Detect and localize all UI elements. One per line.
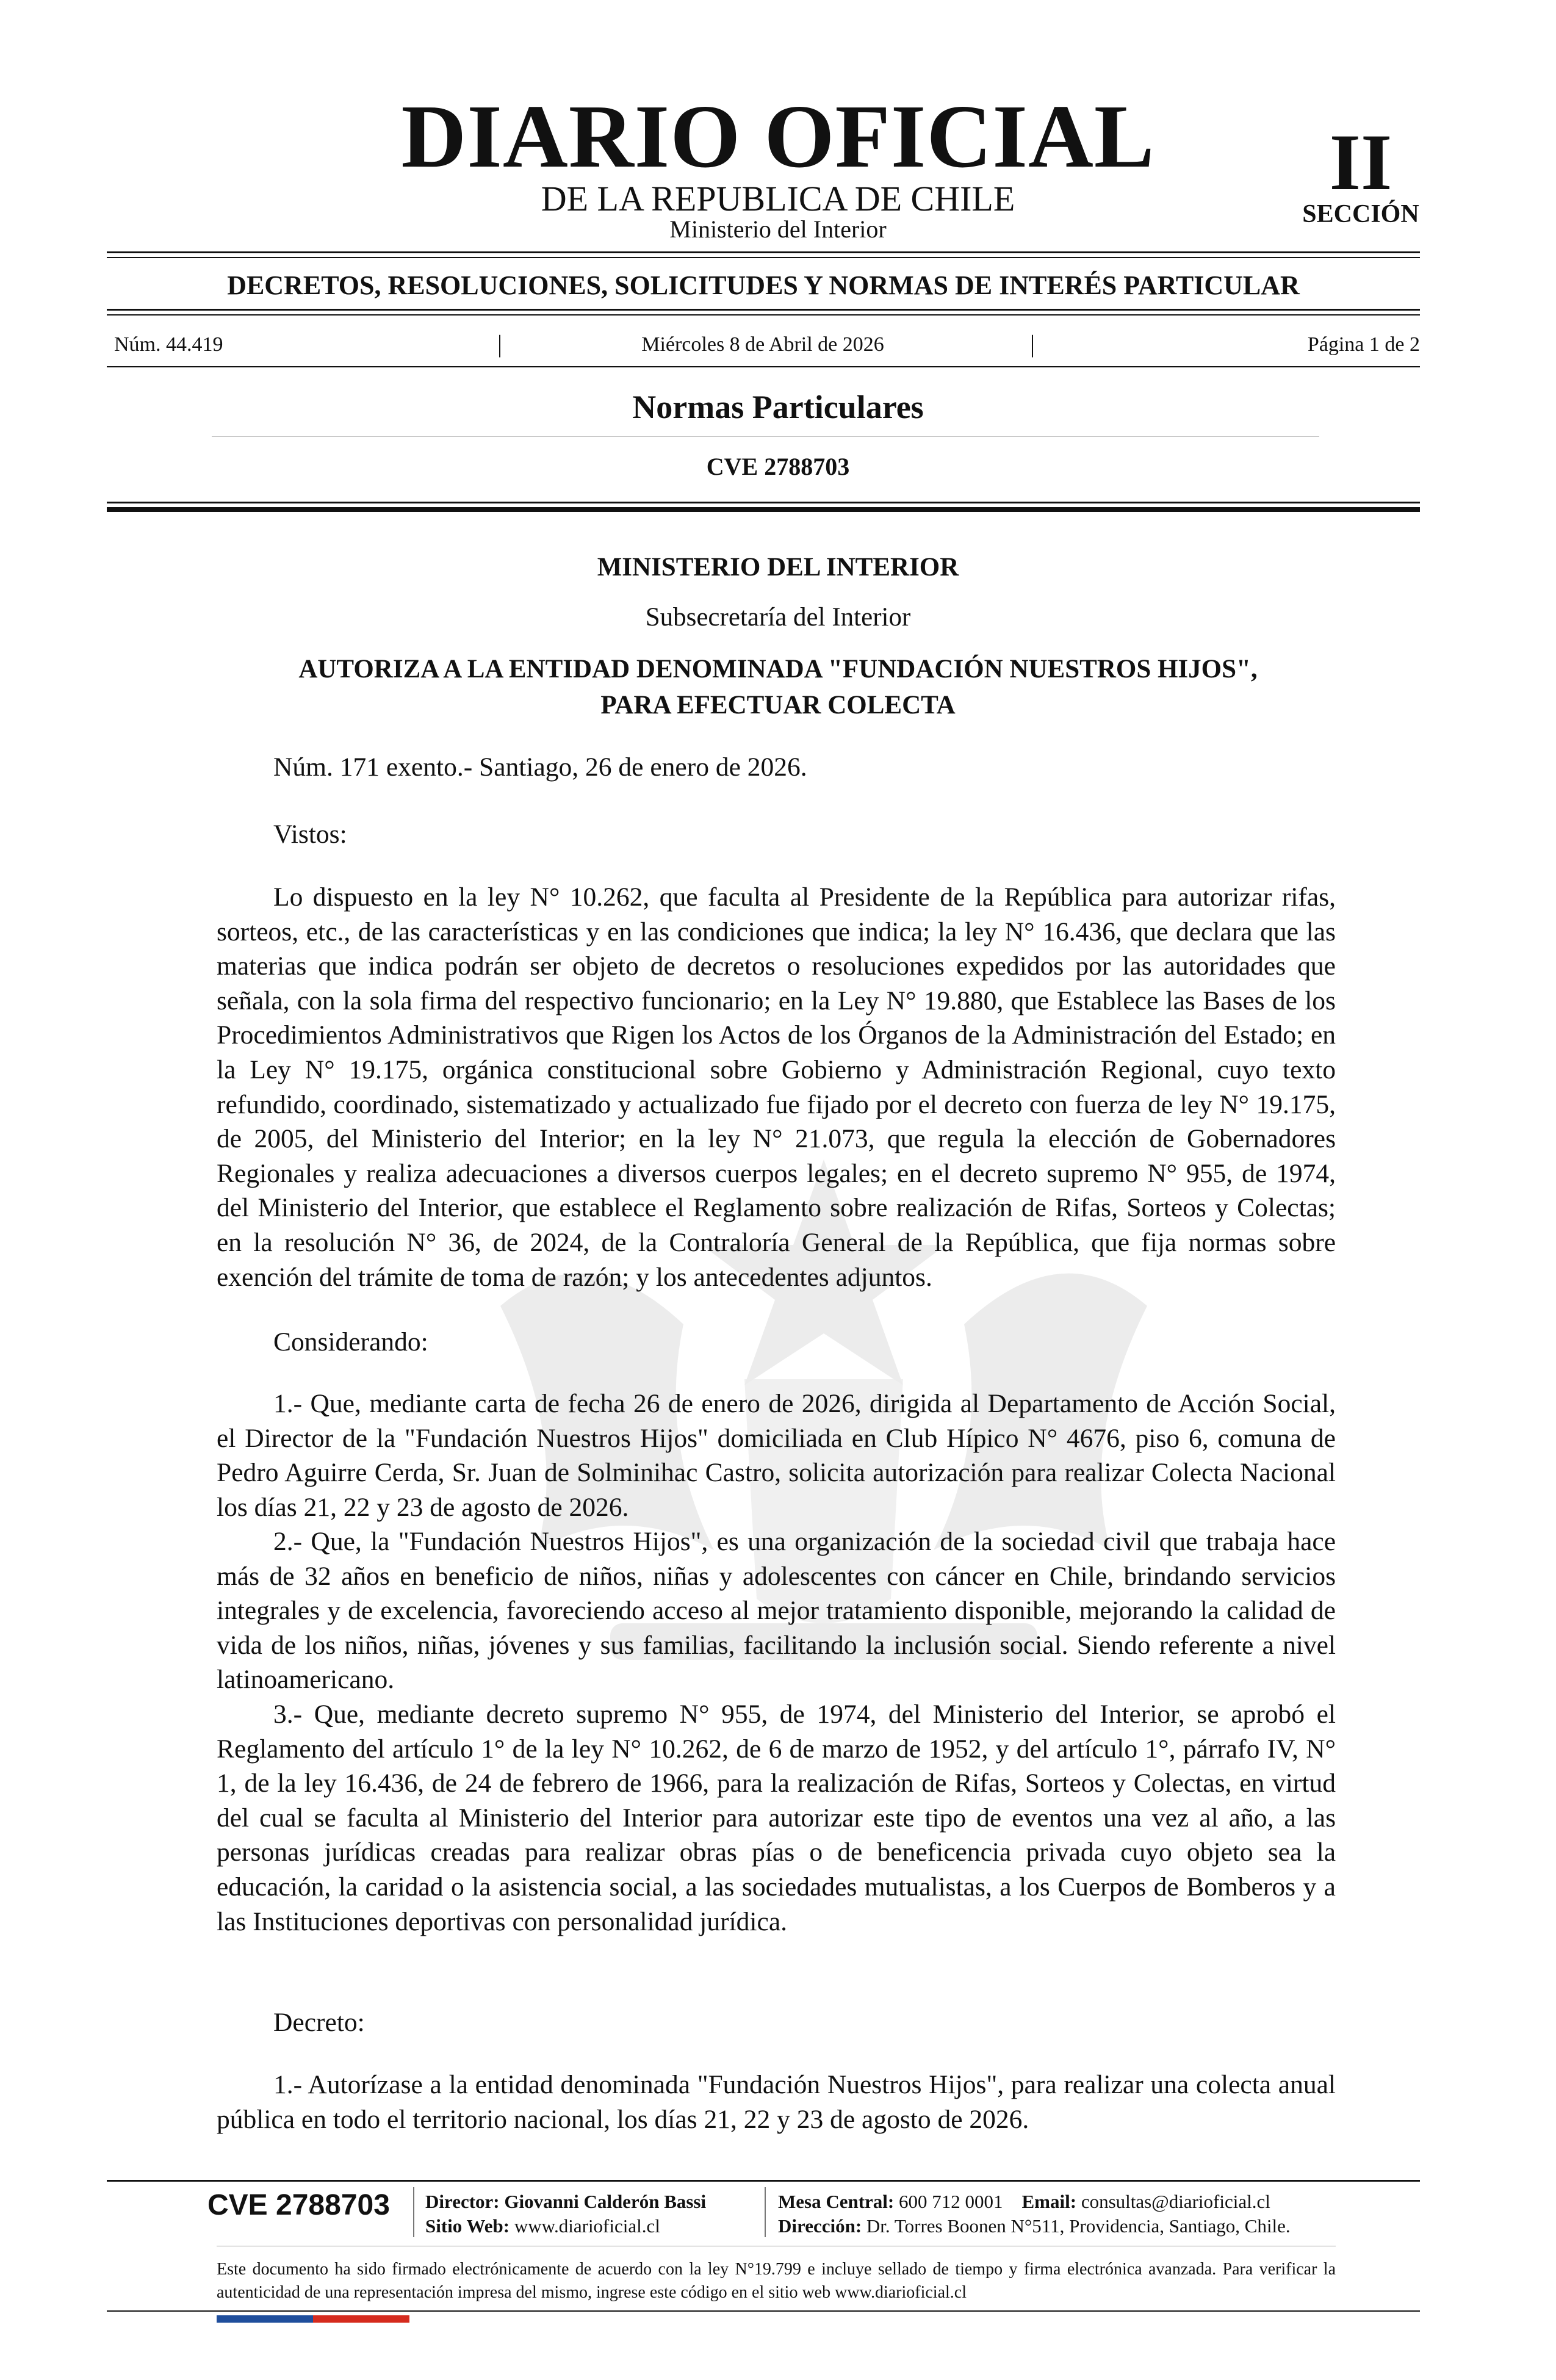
mesa-label: Mesa Central: (778, 2191, 895, 2212)
considerando-paragraph: 3.- Que, mediante decreto supremo N° 955, de 1974, del Ministerio del Interior, se aprobó el Reglamento del artículo 1° de la ley N° 10.262, de 6 de marzo de 1952, y del artículo 1°, párrafo IV, N° 1, de la ley 16.436, de 24 de febrero de 1966, para la realización de Rifas, Sorteos y Colectas, en virtud del cual se faculta al Ministerio del Interior para autorizar este tipo de eventos una vez al año, a las personas jurídicas creadas para realizar obras pías o de beneficencia privada cuyo objeto sea la educación, la caridad o la asistencia social, a las sociedades mutualistas, a los Cuerpos de Bomberos y a las Instituciones deportivas con personalidad jurídica. (217, 1700, 1336, 1936)
masthead-subtitle: DE LA REPUBLICA DE CHILE (541, 179, 1015, 218)
top-rule (107, 251, 1420, 253)
cve-code: CVE 2788703 (706, 453, 850, 480)
footer-legal-notice: Este documento ha sido firmado electrónicamente de acuerdo con la ley N°19.799 e incluye sellado de tiempo y firma electrónica avanzada. Para verificar la autenticidad de una representación impresa del mismo, ingrese este código en el sitio web www.diarioficial.cl (217, 2260, 1336, 2302)
vistos-paragraph: Lo dispuesto en la ley N° 10.262, que faculta al Presidente de la República para autorizar rifas, sorteos, etc., de las características y en las condiciones que indica; la ley N° 16.436, que declara que las materias que indica podrán ser objeto de decretos o resoluciones expedidos por las autoridades que señala, con la sola firma del respectivo funcionario; en la Ley N° 19.880, que Establece las Bases de los Procedimientos Administrativos que Rigen los Actos de los Órganos de la Administración del Estado; en la Ley N° 19.175, orgánica constitucional sobre Gobierno y Administración Regional, cuyo texto refundido, coordinado, sistematizado y actualizado fue fijado por el decreto con fuerza de ley N° 19.175, de 2005, del Ministerio del Interior; en la ley N° 21.073, que regula la elección de Gobernadores Regionales y realiza adecuaciones a diversos cuerpos legales; en el decreto supremo N° 955, de 1974, del Ministerio del Interior, que establece el Reglamento sobre realización de Rifas, Sorteos y Colectas; en la resolución N° 36, de 2024, de la Contraloría General de la República, que fija normas sobre exención del trámite de toma de razón; y los antecedentes adjuntos. (217, 882, 1336, 1292)
document-subsecretaria: Subsecretaría del Interior (645, 603, 911, 632)
meta-separator: | (497, 330, 503, 358)
decree-number-line: Núm. 171 exento.- Santiago, 26 de enero de 2026. (273, 752, 807, 782)
meta-rule (107, 366, 1420, 367)
footer-director-block (425, 2190, 706, 2238)
page-indicator: Página 1 de 2 (1307, 333, 1420, 356)
footer-contact-block (778, 2190, 1291, 2238)
header-end-rule (107, 502, 1420, 503)
director-name: Giovanni Calderón Bassi (504, 2191, 707, 2212)
web-label: Sitio Web: (425, 2215, 510, 2237)
mesa-phone: 600 712 0001 (899, 2191, 1003, 2212)
flag-stripe-red (313, 2315, 409, 2323)
masthead-title: DIARIO OFICIAL (401, 87, 1155, 187)
issue-date: Miércoles 8 de Abril de 2026 (641, 333, 884, 356)
web-link[interactable]: www.diarioficial.cl (514, 2215, 660, 2237)
document-title-line: AUTORIZA A LA ENTIDAD DENOMINADA "FUNDACIÓN NUESTROS HIJOS", (298, 655, 1258, 683)
address-text: Dr. Torres Boonen N°511, Providencia, Santiago, Chile. (866, 2215, 1291, 2237)
email-link[interactable]: consultas@diarioficial.cl (1081, 2191, 1270, 2212)
header-end-rule-thick (107, 507, 1420, 512)
document-title (0, 651, 1556, 723)
email-label: Email: (1021, 2191, 1077, 2212)
section-number: II (1329, 117, 1392, 207)
footer-bottom-rule (107, 2310, 1420, 2312)
director-label: Director: (425, 2191, 500, 2212)
banner-rule (107, 309, 1420, 311)
banner-rule-thin (107, 314, 1420, 316)
footer-divider (765, 2187, 766, 2237)
document-ministry: MINISTERIO DEL INTERIOR (597, 553, 959, 582)
vistos-label: Vistos: (273, 820, 347, 849)
issue-number: Núm. 44.419 (114, 333, 223, 356)
document-title-line: PARA EFECTUAR COLECTA (600, 691, 956, 719)
considerando-paragraph: 1.- Que, mediante carta de fecha 26 de enero de 2026, dirigida al Departamento de Acción Social, el Director de la "Fundación Nuestros Hijos" domiciliada en Club Hípico N° 4676, piso 6, comuna de Pedro Aguirre Cerda, Sr. Juan de Solminihac Castro, solicita autorización para realizar Colecta Nacional los días 21, 22 y 23 de agosto de 2026. (217, 1389, 1336, 1522)
flag-stripe-blue (217, 2315, 313, 2323)
footer-rule (107, 2180, 1420, 2182)
decreto-paragraph: 1.- Autorízase a la entidad denominada "Fundación Nuestros Hijos", para realizar una colecta anual pública en todo el territorio nacional, los días 21, 22 y 23 de agosto de 2026. (217, 2070, 1336, 2134)
considerando-paragraph: 2.- Que, la "Fundación Nuestros Hijos", es una organización de la sociedad civil que trabaja hace más de 32 años en beneficio de niños, niñas y adolescentes con cáncer en Chile, brindando servicios integrales y de excelencia, favoreciendo acceso al mejor tratamiento disponible, mejorando la calidad de vida de los niños, niñas, jóvenes y sus familias, facilitando la inclusión social. Siendo referente a nivel latinoamericano. (217, 1527, 1336, 1695)
section-label: SECCIÓN (1302, 200, 1419, 228)
section-title: Normas Particulares (632, 389, 924, 425)
footer-cve-code: CVE 2788703 (207, 2189, 390, 2221)
footer-divider (413, 2187, 414, 2237)
section-banner: DECRETOS, RESOLUCIONES, SOLICITUDES Y NORMAS DE INTERÉS PARTICULAR (227, 270, 1300, 300)
address-label: Dirección: (778, 2215, 862, 2237)
masthead-ministry: Ministerio del Interior (669, 215, 887, 243)
decreto-label: Decreto: (273, 2008, 365, 2037)
meta-separator: | (1030, 330, 1036, 358)
section-divider (212, 436, 1319, 437)
top-rule-thin (107, 257, 1420, 258)
considerando-label: Considerando: (273, 1327, 428, 1357)
